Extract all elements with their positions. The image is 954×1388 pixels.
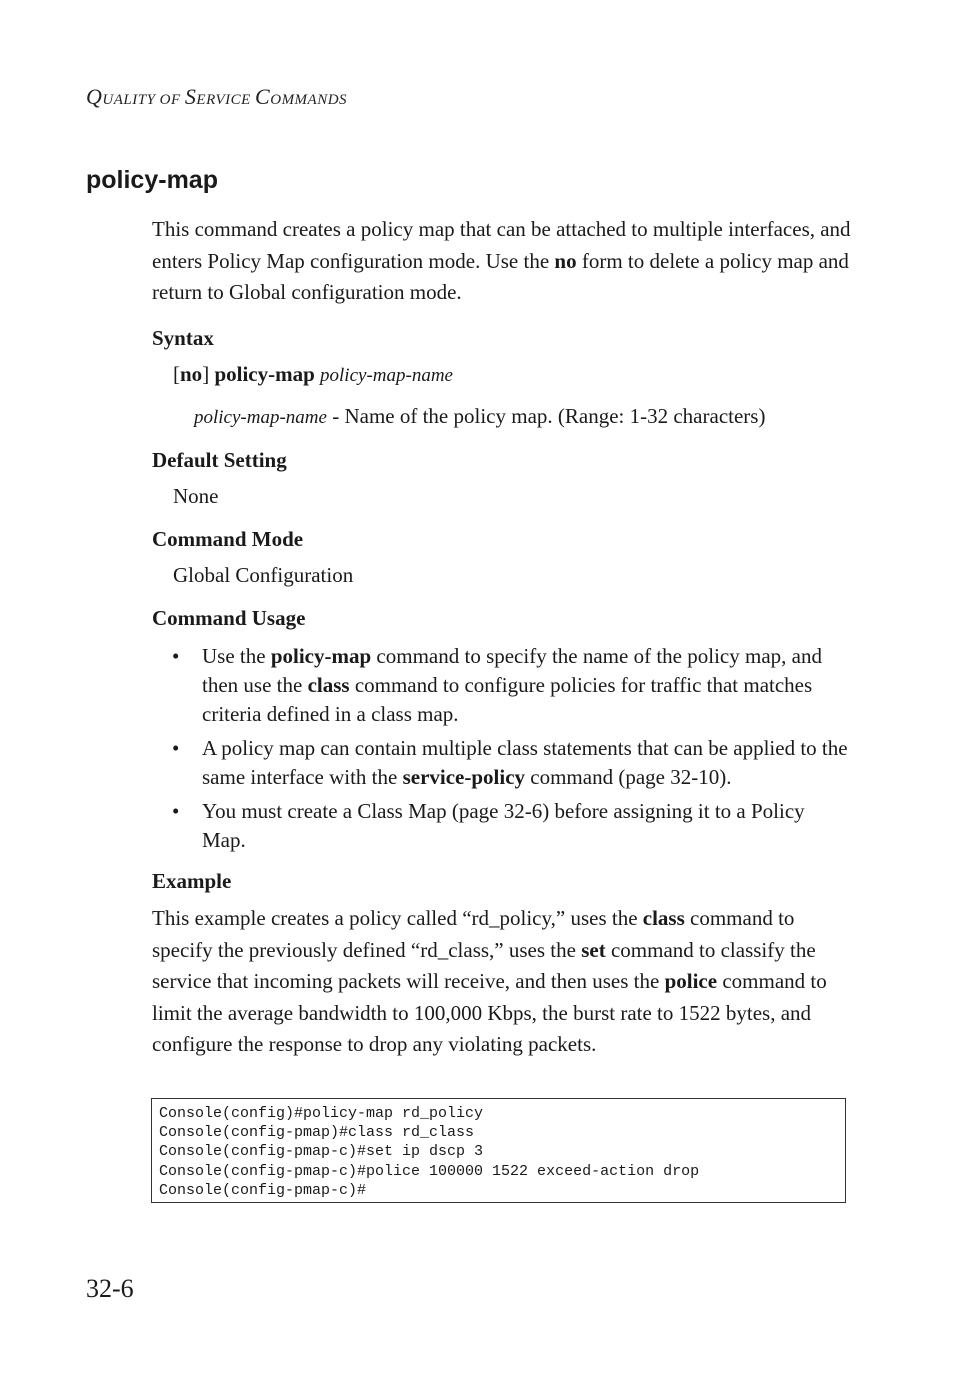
command-usage-heading: Command Usage [152,606,306,630]
command-mode-value: Global Configuration [173,563,354,587]
code-example [151,1098,846,1203]
code-line: Console(config-pmap-c)# [159,1181,367,1199]
intro-paragraph: This command creates a policy map that can be attached to multiple interfaces, and enters Policy Map configuration mode. Use the no form to delete a policy map and return to Global configuration mode. [152,217,851,304]
list-item: • A policy map can contain multiple class statements that can be applied to the same interface with the service-policy command (page 32-10). [172,736,848,789]
command-usage-list [172,642,852,860]
default-setting-value: None [173,484,219,508]
code-line: Console(config-pmap)#class rd_class [159,1124,475,1142]
list-item: • You must create a Class Map (page 32-6) before assigning it to a Policy Map. [172,799,805,852]
example-paragraph: This example creates a policy called “rd_policy,” uses the class command to specify the previously defined “rd_class,” uses the set command to classify the service that incoming packets will receive, and then uses the police command to limit the average bandwidth to 100,000 Kbps, the burst rate to 1522 bytes, and configure the response to drop any violating packets. [152,906,827,1056]
example-heading: Example [152,869,232,893]
list-item: • Use the policy-map command to specify the name of the policy map, and then use the class command to configure policies for traffic that matches criteria defined in a class map. [172,644,822,726]
bullet-icon: • [172,799,180,823]
page-title: policy-map [86,166,218,194]
page-number: 32-6 [86,1274,134,1303]
syntax-parameter: policy-map-name - Name of the policy map. (Range: 1-32 characters) [194,404,766,428]
code-line: Console(config-pmap-c)#set ip dscp 3 [159,1143,484,1161]
default-setting-heading: Default Setting [152,448,287,472]
bullet-icon: • [172,644,180,668]
code-line: Console(config)#policy-map rd_policy [159,1105,484,1122]
running-head: QUALITY OF SERVICE COMMANDS [86,84,348,109]
code-line: Console(config-pmap-c)#police 100000 1522 exceed-action drop [159,1162,700,1180]
command-mode-heading: Command Mode [152,527,304,551]
bullet-icon: • [172,736,180,760]
syntax-heading: Syntax [152,326,214,350]
syntax-line: [no] policy-map policy-map-name [173,362,453,386]
